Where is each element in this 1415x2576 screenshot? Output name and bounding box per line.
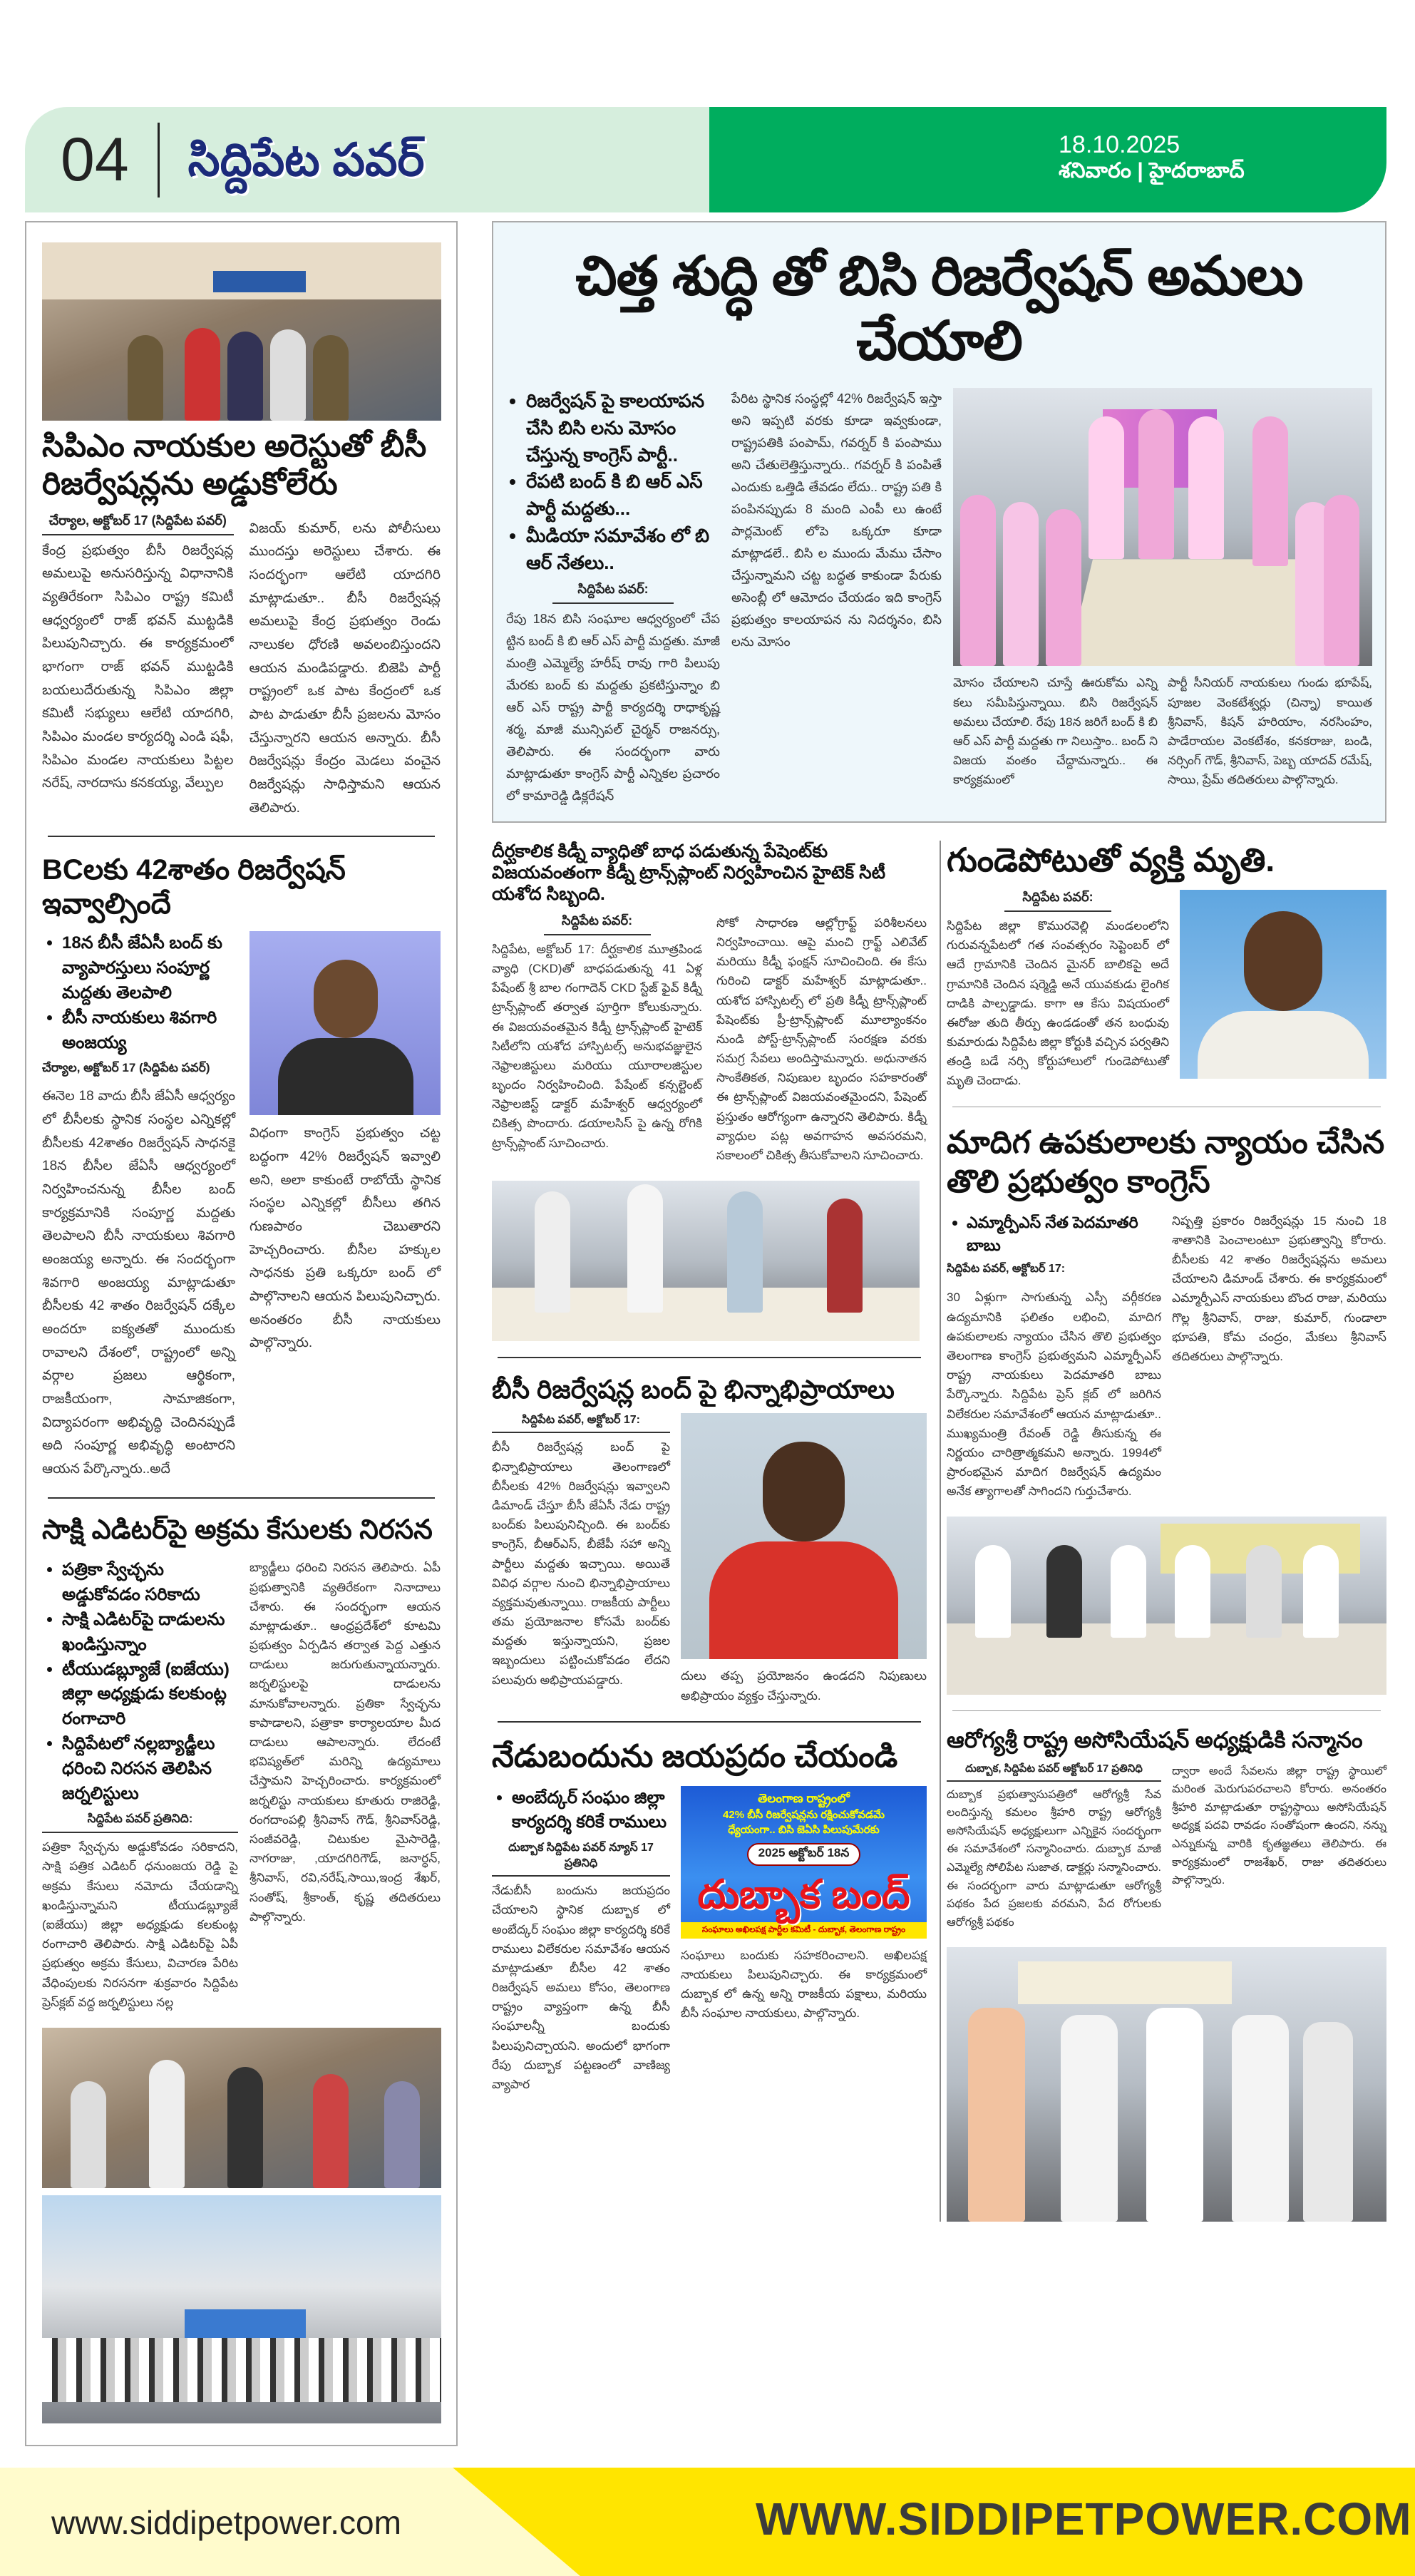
masthead-logo: సిద్దిపేట పవర్ (187, 133, 425, 185)
article-body: విజయ్ కుమార్, లను పోలీసులు ముందస్తు అరెస్టులు చేశారు. ఈ సందర్భంగా ఆలేటి యాదగిరి మాట్లాడుతూ.. బీసీ రిజర్వేషన్ల అమలుపై కేంద్ర ప్రభుత్వం రెండు నాలుకల ధోరణి అవలంబిస్తుందని ఆయన మండిపడ్డారు. బిజెపి పార్టీ రాష్ట్రంలో ఒక పాట కేంద్రంలో ఒక పాట పాడుతూ బీసీ ప్రజలను మోసం చేస్తున్నారని ఆయన అన్నారు. బీసీ రిజర్వేషన్లు కేంద్రం మెడలు వంచైన రిజర్వేషన్లు సాధిస్తామని ఆయన తెలిపారు. (249, 520, 441, 816)
article-body: సిద్దిపేట, అక్టోబర్ 17: దీర్ఘకాలిక మూత్రపిండ వ్యాధి (CKD)తో బాధపడుతున్న 41 ఏళ్ల పేషేంట్ శ్రీ బాల గంగాదెన్ CKD స్టేజ్ ఫైవ్ కిడ్నీ ట్రాన్స్‌ప్లాంట్ తర్వాత పూర్తిగా కోలుకున్నారు. ఈ విజయవంతమైన కిడ్నీ ట్రాన్స్‌ప్లాంట్ హైటెక్ సిటీలోని యశోద హాస్పిటల్స్ అనుభవజ్ఞులైన నెఫ్రాలజిస్టులు మరియు యూరాలజిస్టుల బృందం నిర్వహించింది. పేషేంట్ కన్సల్టెంట్ నెఫ్రాలజిస్ట్ డాక్టర్ మహేశ్వర్ ఆధ్వర్యంలో చికిత్స పొందారు. డయాలసిస్ పై ఉన్న రోగికి ట్రాన్స్‌ప్లాంట్ సూచించారు. (492, 942, 702, 1150)
article-body: విధంగా కాంగ్రెస్ ప్రభుత్వం చట్ట బద్ధంగా 42% రిజర్వేషన్ ఇవ్వాలి అని, అలా కాకుంటే రాబోయే స్థానిక సంస్థల ఎన్నికల్లో బీసీలు తగిన గుణపాఠం చెబుతారని హెచ్చరించారు. బీసీల హక్కుల సాధనకు ప్రతి ఒక్కరూ బంద్ లో పాల్గొనాలని ఆయన పిలుపునిచ్చారు. అనంతరం బీసీ నాయకులు పాల్గొన్నారు. (249, 1126, 441, 1351)
article-body: ఈనెల 18 వాదు బీసీ జేఏసీ ఆధ్వర్యం లో బీసీలకు స్థానిక సంస్థల ఎన్నికల్లో బీసీలకు 42శాతం రిజర్వేషన్ సాధనకై 18న బీసీల జేఏసీ ఆధ్వర్యంలో నిర్వహించనున్న బీసీల బంద్ కార్యక్రమానికి సంపూర్ణ మద్దతు తెలపాలని బీసీ నాయకులు శివగారి అంజయ్య అన్నారు. ఈ సందర్భంగా శివగారి అంజయ్య మాట్లాడుతూ బీసీలకు 42 శాతం రిజర్వేషన్ దక్కేల అందరూ ఐక్యతతో ముందుకు రావాలని దేశంలో, రాష్ట్రంలో అన్ని వర్గాల ప్రజలు ఆర్థికంగా, రాజకీయంగా, సామాజికంగా, విద్యాపరంగా అభివృద్ధి చెందినప్పుడే అది సంపూర్ణ అభివృద్ధి అంటారని ఆయన పేర్కొన్నారు..అదే (42, 1089, 235, 1477)
article-body: బ్యాడ్జీలు ధరించి నిరసన తెలిపారు. ఏపీ ప్రభుత్వానికి వ్యతిరేకంగా నినాదాలు చేశారు. ఈ సందర్భంగా ఆయన మాట్లాడుతూ.. ఆంధ్రప్రదేశ్‌లో కూటమి ప్రభుత్వం ఏర్పడిన తర్వాత పెద్ద ఎత్తున దాడులు జరుగుతున్నాయన్నారు. జర్నలిస్టులపై దాడులను మానుకోవాలన్నారు. ప్రతికా స్వేచ్ఛను కాపాడాలని, పత్రాకా కార్యాలయాల మీద దాడులు ఆపాలన్నారు. లేదంటే భవిష్యత్‌లో మరిన్ని ఉద్యమాలు చేస్తామని హెచ్చరించారు. కార్యక్రమంలో జర్నలిస్టు నాయకులు కూతురు రాజిరెడ్డి, రంగదాంపల్లి శ్రీనివాస్ గౌడ్, శ్రీనివాస్‌రెడ్డి, సంజీవరెడ్డి, చిటుకుల మైసారెడ్డి, నాగరాజు, ,యాదగిరిగౌడ్, జనార్ధన్, శ్రీనివాస్, రవి,నరేష్,సాయి,ఇంద్ర శేఖర్, సంతోష్, శ్రీకాంత్, కృష్ణ తదితరులు పాల్గొన్నారు. (249, 1561, 441, 1924)
bullet: • 18న బీసీ జేఏసీ బంద్ కు వ్యాపారస్తులు సంపూర్ణ మద్దతు తెలపాలి (62, 931, 235, 1005)
article-body: ద్వారా అందే సేవలను జిల్లా రాష్ట్ర స్థాయిలో మరింత మెరుగుపరచాలని కోరారు. అనంతరం శ్రీహరి మాట్లాడుతూ రాష్ట్రస్థాయి అసోసియేషన్ అధ్యక్ష పదవి రావడం సంతోషంగా ఉందని, నన్ను ఎన్నుకున్న వారికి కృతజ్ఞతలు తెలిపారు. ఈ కార్యక్రమంలో రాజశేఖర్, రాజు తదితరులు పాల్గొన్నారు. (1172, 1765, 1386, 1887)
divider (498, 1357, 921, 1358)
article-body: నిష్పత్తి ప్రకారం రిజర్వేషన్లు 15 నుంచి 18 శాతానికి పెంచాలంటూ ప్రభుత్వాన్ని కోరారు. బీసీలకు 42 శాతం రిజర్వేషన్లను అమలు చేయాలని డిమాండ్ చేశారు. ఈ కార్యక్రమంలో ఎమ్మార్పీఎస్ నాయకులు బొంద రాజు, మరియు గొల్ల శ్రీనివాస్, రాజు, కుమార్, గుండాలా భూపతి, కోమ చంద్రం, మేకలు శ్రీనివాస్ తదితరులు పాల్గొన్నారు. (1172, 1213, 1386, 1363)
ad-text: ధ్యేయంగా.. బిసి జెఏసి పిలుపుమేరకు (728, 1823, 880, 1836)
footer-band (0, 2468, 1415, 2576)
ad-date: 2025 అక్టోబర్ 18న (747, 1843, 861, 1866)
byline: దుబ్బాక సిద్దిపేట పవర్ న్యూస్ 17 ప్రతినిధి (492, 1841, 670, 1877)
byline: సిద్దిపేట పవర్ ప్రతినిది: (42, 1812, 238, 1833)
article-body: నేడుబీసీ బందును జయప్రదం చేయాలని స్థానిక దుబ్బాక లో అంబేద్కర్ సంఘం జిల్లా కార్యదర్శి కరికే రాములు విలేకరుల సమావేశం ఆయన మాట్లాడుతూ బీసీల 42 శాతం రిజర్వేషన్ అమలు కోసం, తెలంగాణ రాష్ట్రం వ్యాప్తంగా ఉన్న బీసీ సంఘాలన్నీ బందుకు పిలుపునిచ్చాయని. అందులో భాగంగా రేపు దుబ్బాక పట్టణంలో వాణిజ్య వ్యాపార (492, 1884, 670, 2092)
article-body: సిద్దిపేట జిల్లా కొమురవెల్లి మండలంలోని గురువన్నపేటలో గత సంవత్సరం సెప్టెంబర్ లో ఆదే గ్రామానికి చెందిన మైనర్ బాలికపై అదే గ్రామానికి చెందిన షర్మెడ్డి అనే యువకుడు లైంగిక దాడికి పాల్పడ్డాడు. కాగా ఆ కేసు విషయంలో ఈరోజు తుది తీర్పు ఉండడంతో తన బంధువు కుమారుడు సిద్దిపేట జిల్లా కోర్టుకి వచ్చిన పర్వతిని తండ్రి బడే నర్సి కోర్టుహాలులో గుండెపోటుతో మృతి చెందాడు. (947, 918, 1169, 1088)
byline: చేర్యాల, అక్టోబర్ 17 (సిద్దిపేట పవర్) (42, 513, 234, 535)
photo-journalists-protest (42, 2028, 441, 2188)
article-body: మోసం చేయాలని చూస్తే ఊరుకోమ ఎన్ని కలు సమీపిస్తున్నాయి. బిసి రిజర్వేషన్ అమలు చేయాలి. రేపు 18న జరిగే బంద్ కి బి ఆర్ ఎస్ పార్టీ మద్దతు గా నిలుస్తాం.. బంద్ ని విజయ వంతం చేద్దామన్నారు.. ఈ కార్యక్రమంలో (953, 676, 1158, 787)
headline-sakshi: సాక్షి ఎడిటర్‌పై అక్రమ కేసులకు నిరసన (42, 1514, 433, 1545)
byline: సిద్దిపేట పవర్: (552, 582, 674, 604)
page-header (25, 107, 1386, 212)
bullet: • ఎమ్మార్పీఎస్ నేత పెదమాతరి బాబు (967, 1211, 1161, 1257)
divider (48, 1497, 435, 1499)
photo-anjaiah (249, 931, 441, 1115)
divider (952, 1710, 1381, 1711)
article-body: పత్రికా స్వేచ్ఛను అడ్డుకోవడం సరికాదని, సాక్షి పత్రిక ఎడిటర్ ధనుంజయ రెడ్డి పై అక్రమ కేసులు నమోదు చేయడాన్ని ఖండిస్తున్నామని టీయుడబ్ల్యూజే (ఐజేయు) జిల్లా అధ్యక్షుడు కలకుంట్ల రంగాచారి తెలిపారు. సాక్షి ఎడిటర్‌పై ఏపీ ప్రభుత్వం అక్రమ కేసులు, విచారణ పేరిట వేధింపులకు నిరసనగా శుక్రవారం సిద్దిపేట ప్రెస్‌క్లబ్ వద్ద జర్నలిస్టులు నల్ల (42, 1840, 238, 2009)
left-column (25, 221, 458, 2446)
photo-cpm-arrest (42, 242, 441, 421)
column-divider (940, 841, 941, 2222)
article-body: 30 ఏళ్లుగా సాగుతున్న ఎస్సీ వర్గీకరణ ఉద్యమానికి ఫలితం లభించి, మాదిగ ఉపకులాలకు న్యాయం చేసిన తొలి ప్రభుత్వం తెలంగాణ కాంగ్రెస్ ప్రభుత్వమని ఎమ్మార్పీఎస్ రాష్ట్ర నాయకులు పెదమాతరి బాబు పేర్కొన్నారు. సిద్దిపేట ప్రెస్ క్లబ్ లో జరిగిన విలేకరుల సమావేశంలో ఆయన మాట్లాడుతూ.. ముఖ్యమంత్రి రేవంత్ రెడ్డి తీసుకున్న ఈ నిర్ణయం చారిత్రాత్మకమని అన్నారు. 1994లో ప్రారంభమైన మాదిగ రిజర్వేషన్ ఉద్యమం అనేక త్యాగాలతో సాగిందని గుర్తుచేశారు. (947, 1290, 1161, 1499)
article-body: దుబ్బాక ప్రభుత్వాసుపత్రిలో ఆరోగ్యశ్రీ సేవ లందిస్తున్న కమలం శ్రీహరి రాష్ట్ర ఆరోగ్యశ్రీ అసోసియేషన్ అధ్యక్షులుగా ఎన్నికైన సందర్భంగా ఈ సమావేశంలో సన్మానించారు. దుబ్బాక మాజీ ఎమ్మెల్యే సోలిపేట సుజాత, డాక్టర్లు సన్మానించారు. ఈ సందర్భంగా వారు మాట్లాడుతూ ఆరోగ్యశ్రీ పథకం పేద ప్రజలకు వరమని, పేద రోగులకు ఆరోగ్యశ్రీ పథకం (947, 1788, 1161, 1929)
photo-felicitation (947, 1947, 1386, 2222)
bullet: • టీయుడబ్ల్యూజే (ఐజేయు) జిల్లా అధ్యక్షుడు కలకుంట్ల రంగాచారి (62, 1658, 238, 1732)
header-left-panel (25, 107, 709, 212)
headline-nedu-bandh: నేడుబందును జయప్రదం చేయండి (492, 1738, 898, 1774)
footer-website-link[interactable]: www.siddipetpower.com (51, 2503, 401, 2541)
headline-bc-bandh: బీసీ రిజర్వేషన్ల బంద్ పై భిన్నాభిప్రాయాలు (492, 1375, 895, 1405)
edition-date: 18.10.2025 (1059, 131, 1180, 158)
headline-kidney: దీర్ఘకాలిక కిడ్నీ వ్యాధితో బాధ పడుతున్న పేషెంట్‌కు విజయవంతంగా కిడ్నీ ట్రాన్స్‌ప్లాంట్ నిర్వహించిన హైటెక్ సిటీ యశోద సిబ్బంది. (492, 841, 886, 904)
ad-text: తెలంగాణ రాష్ట్రంలో (758, 1791, 850, 1805)
ad-footer: సంఘాలు అఖిలపక్ష పార్టీల కమిటీ - దుబ్బాక, తెలంగాణ రాష్ట్రం (681, 1922, 927, 1939)
photo-yashoda-press-meet (492, 1181, 920, 1341)
ad-title: దుబ్బాక బంద్ (697, 1871, 910, 1916)
photo-deceased (1180, 890, 1386, 1079)
divider (498, 1721, 921, 1723)
byline: సిద్దిపేట పవర్: (1004, 890, 1111, 912)
photo-journalists-group (42, 2195, 441, 2423)
byline: సిద్దిపేట పవర్, అక్టోబర్ 17: (947, 1263, 1066, 1276)
header-right-panel (709, 107, 1386, 212)
bullet: • సాక్షి ఎడిటర్‌పై దాడులను ఖండిస్తున్నాం (62, 1608, 238, 1658)
byline: సిద్దిపేట పవర్: (544, 913, 651, 935)
bullet: • బీసీ నాయకులు శివగారి అంజయ్య (62, 1006, 235, 1056)
bullet: • అంబేద్కర్ సంఘం జిల్లా కార్యదర్శి కరికే రాములు (512, 1786, 670, 1836)
headline-cpm: సిపిఎం నాయకుల అరెస్టుతో బీసీ రిజర్వేషన్లను అడ్డుకోలేరు (42, 429, 427, 501)
article-body: పేరిట స్థానిక సంస్థల్లో 42% రిజర్వేషన్ ఇస్తా అని ఇప్పటి వరకు కూడా ఇవ్వకుండా, రాష్ట్రపతికి పంపామ్, గవర్నర్ కి పంపాము అని చేతులెత్తిస్తున్నారు.. గవర్నర్ కి పంపితే ఎందుకు ఒత్తిడి తేవడం లేదు.. రాష్ట్ర పతి కి పంపినప్పుడు 8 మంది ఎంపీ లు ఉంటే పార్లమెంట్ లోపె ఒక్కరూ కూడా మాట్లాడలే.. బిసి ల ముందు మేము చేసాం చేస్తున్నామని చట్ట బద్ధత కాకుండా పేరుకు అసెంబ్లీ లో ఆమోదం చేయడం ఇది కాంగ్రెస్ ప్రభుత్వం కాలయాపన ను నిదర్శనం, బిసి లను మోసం (731, 391, 942, 649)
article-body: దులు తప్ప ప్రయోజనం ఉండదని నిపుణులు అభిప్రాయం వ్యక్తం చేస్తున్నారు. (681, 1669, 927, 1703)
byline: చేర్యాల, అక్టోబర్ 17 (సిద్దిపేట పవర్) (42, 1061, 210, 1075)
photo-mrps-meeting (947, 1517, 1386, 1695)
page-number: 04 (61, 125, 129, 194)
article-body: బీసీ రిజర్వేషన్ల బంద్ పై భిన్నాభిప్రాయాలు తెలంగాణలో బీసీలకు 42% రిజర్వేషన్లు ఇవ్వాలని డిమాండ్ చేస్తూ బీసీ జేఏసీ నేడు రాష్ట్ర బంద్‌కు పిలుపునిచ్చింది. ఈ బంద్‌కు కాంగ్రెస్, బీఆర్ఎస్, బీజేపీ సహా అన్ని పార్టీలు మద్దతు ఇచ్చాయి. అయితే వివిధ వర్గాల నుంచి భిన్నాభిప్రాయాలు వ్యక్తమవుతున్నాయి. రాజకీయ పార్టీలు తమ ప్రయోజనాల కోసమే బంద్‌కు మద్దతు ఇస్తున్నాయని, ప్రజల ఇబ్బందులు పట్టించుకోవడం లేదని పలువురు అభిప్రాయపడ్డారు. (492, 1440, 670, 1687)
bullet: • సిద్దిపేటలో నల్లబ్యాడ్జీలు ధరించి నిరసన తెలిపిన జర్నలిస్టులు (62, 1732, 238, 1806)
article-body: రేపు 18న బిసి సంఘాల ఆధ్వర్యంలో చేప ట్టిన బంద్ కి బి ఆర్ ఎస్ పార్టీ మద్దతు. మాజీ మంత్రి ఎమ్మెల్యే హరీష్ రావు గారి పిలుపు మేరకు బంద్ కు మద్దతు ప్రకటిస్తున్నాం బి ఆర్ ఎస్ రాష్ట్ర పార్టీ కార్యదర్శి రాధాకృష్ణ శర్మ, మాజీ మున్సిపల్ చైర్మన్ రాజనర్సు, తెలిపారు. ఈ సందర్భంగా వారు మాట్లాడుతూ కాంగ్రెస్ పార్టీ ఎన్నికల ప్రచారం లో కామారెడ్డి డిక్లరేషన్ (506, 612, 720, 803)
ad-text: 42% బీసీ రిజర్వేషన్లను రక్షించుకోవడమే (723, 1808, 885, 1821)
right-column (947, 841, 1386, 2222)
article-body: పార్టీ సీనియర్ నాయకులు గుండు భూపేష్, పూజల వెంకటేశ్వర్లు (చిన్నా) కాయిత శ్రీనివాస్, కిషన్ హరియాం, నరసింహం, పాడేరాయల వెంకటేశం, కనకరాజు, బండి, నర్సింగ్ గౌడ్, శ్రీనివాస్, పెబ్బ యాదవ్ రమేష్, సాయి, ప్రేమ్ తదితరులు పాల్గొన్నారు. (1168, 676, 1372, 787)
byline: సిద్దిపేట పవర్, అక్టోబర్ 17: (492, 1413, 670, 1433)
divider (48, 836, 435, 837)
headline-bc-42: BCలకు 42శాతం రిజర్వేషన్ ఇవ్వాల్సిందే (42, 854, 346, 920)
divider (158, 123, 160, 197)
footer-website-banner[interactable]: WWW.SIDDIPETPOWER.COM (756, 2493, 1412, 2545)
edition-day-city: శనివారం | హైదరాబాద్ (1059, 159, 1245, 183)
bullet: • రేపటి బంద్ కి బి ఆర్ ఎస్ పార్టీ మద్దతు... (526, 468, 720, 522)
bullet: • పత్రికా స్వేచ్ఛను అడ్డుకోవడం సరికాదు (62, 1558, 238, 1608)
article-body: కేంద్ర ప్రభుత్వం బీసీ రిజర్వేషన్ల అమలుపై అనుసరిస్తున్న విధానానికి వ్యతిరేకంగా సిపిఎం రాష్ట్ర కమిటీ ఆధ్వర్యంలో రాజ్ భవన్ ముట్టడికి పిలుపునిచ్చారు. ఈ కార్యక్రమంలో భాగంగా రాజ్ భవన్ ముట్టడికి బయలుదేరుతున్న సిపిఎం జిల్లా కమిటీ సభ్యులు ఆలేటి యాదగిరి, సిపిఎం మండల కార్యదర్శి ఎండి షఫీ, సిపిఎం మండల నాయకులు పిట్టల నరేష్, నారదాసు కనకయ్య, వేల్పుల (42, 543, 234, 791)
headline-heart-attack: గుండెపోటుతో వ్యక్తి మృతి. (947, 841, 1275, 878)
headline-lead: చిత్త శుద్ధి తో బిసి రిజర్వేషన్ అమలు చేయాలి (575, 246, 1303, 372)
headline-madiga: మాదిగ ఉపకులాలకు న్యాయం చేసిన తొలి ప్రభుత్వం కాంగ్రెస్ (947, 1124, 1385, 1199)
photo-person-red-shirt (681, 1413, 927, 1659)
lead-story (492, 221, 1386, 823)
byline: దుబ్బాక, సిద్దిపేట పవర్ అక్టోబర్ 17 ప్రతినిధి (947, 1762, 1161, 1782)
photo-brs-meeting (953, 388, 1372, 666)
bullet: • మీడియా సమావేశం లో బి ఆర్ నేతలు.. (526, 523, 720, 576)
article-body: సంఘాలు బందుకు సహకరించాలని. అఖిలపక్ష నాయకులు పిలుపునిచ్చారు. ఈ కార్యక్రమంలో దుబ్బాక లో ఉన్న అన్ని రాజకీయ పక్షాలు, మరియు బీసీ సంఘాల నాయకులు, పాల్గొన్నారు. (681, 1948, 927, 2021)
middle-column (492, 841, 934, 2222)
bullet: • రిజర్వేషన్ పై కాలయాపన చేసి బిసి లను మోసం చేస్తున్న కాంగ్రెస్ పార్టీ.. (526, 388, 720, 468)
headline-arogyasri: ఆరోగ్యశ్రీ రాష్ట్ర అసోసియేషన్ అధ్యక్షుడికి సన్మానం (947, 1728, 1363, 1753)
article-body: సోకో సాధారణ ఆల్లోగ్రాఫ్ట్ పరిశీలనలు నిర్వహించాయి. ఆపై మంచి గ్రాఫ్ట్ ఎలివేట్ మరియు కిడ్నీ ఫంక్షన్ సూచించింది. ఈ కేసు గురించి డాక్టర్ మహేశ్వర్ మాట్లాడుతూ.. యశోద హాస్పిటల్స్ లో ప్రతి కిడ్నీ ట్రాన్స్‌ప్లాంట్ పేషెంట్‌కు ప్రీ-ట్రాన్స్‌ప్లాంట్ మూల్యాంకనం నుండి పోస్ట్-ట్రాన్స్‌ప్లాంట్ సంరక్షణ వరకు సమగ్ర సేవలు అందిస్తామన్నారు. అధునాతన సాంకేతికత, నిపుణుల బృందం సహకారంతో ఈ ట్రాన్స్‌ప్లాంట్ విజయవంతమైందని, పేషెంట్ ప్రస్తుతం ఆరోగ్యంగా ఉన్నారని తెలిపారు. కిడ్నీ వ్యాధుల పట్ల అవగాహన అవసరమని, సకాలంలో చికిత్స తీసుకోవాలని సూచించారు. (716, 915, 927, 1163)
dubbaka-bandh-ad (681, 1786, 927, 1939)
